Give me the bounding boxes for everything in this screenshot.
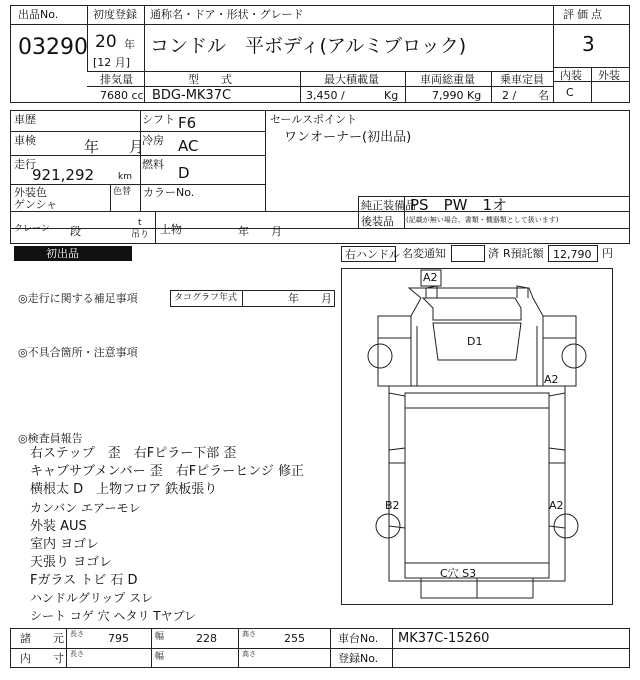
interior-width-label: 幅 — [155, 652, 165, 662]
mileage-label: 走行 — [14, 158, 36, 171]
diagram-code-c-s3: C穴 S3 — [440, 567, 477, 580]
inspector-line: ハンドルグリップ スレ — [30, 591, 154, 605]
capacity-label: 乗車定員 — [500, 73, 544, 86]
reg-year: 20 — [95, 32, 117, 52]
inspector-line: 外装 AUS — [30, 519, 87, 534]
recycle-done: 済 — [488, 247, 499, 260]
crane-ton: t — [138, 218, 142, 228]
inspection-label: 車検 — [14, 134, 36, 147]
displacement: 7680 cc — [100, 89, 144, 102]
chassis-value: MK37C-15260 — [398, 631, 490, 646]
model-code: BDG-MK37C — [152, 88, 232, 103]
crane-steps: 段 — [70, 225, 81, 238]
interior-length-label: 長さ — [70, 650, 84, 658]
interior-dims-label: 内 寸 — [20, 652, 64, 665]
tachograph-label: タコグラフ年式 — [174, 293, 238, 303]
inspector-line: 右ステップ 歪 右Fピラー下部 歪 — [30, 446, 237, 461]
diagram-code-a2-right: A2 — [544, 373, 559, 386]
sales-point-value: ワンオーナー(初出品) — [284, 130, 412, 145]
name-change-label: 名変通知 — [402, 247, 446, 260]
inspector-line: 室内 ヨゴレ — [30, 537, 100, 552]
capacity: 2 / — [502, 89, 517, 102]
steering-text: 右ハンドル — [345, 248, 400, 261]
lot-number: 03290 — [18, 35, 88, 60]
color-change-label: 色替 — [113, 187, 132, 197]
max-load: 3,450 / — [306, 89, 345, 102]
inspector-line: キャブサブメンバー 歪 右Fピラーヒンジ 修正 — [30, 464, 304, 479]
recycle-deposit-label: R預託額 — [503, 247, 544, 260]
color-code-label: カラーNo. — [143, 186, 195, 199]
tachograph-value: 年 月 — [288, 292, 332, 305]
mileage-value: 921,292 — [32, 166, 95, 184]
name-change-box — [451, 245, 485, 262]
diagram-code-a2-top: A2 — [423, 271, 438, 284]
ext-color-label: 外装色 — [14, 186, 47, 199]
fuel-value: D — [178, 164, 190, 182]
width-value: 228 — [196, 632, 217, 645]
recycle-deposit-value: 12,790 — [553, 248, 592, 261]
inspector-line: シート コゲ 穴 ヘタリ Tヤブレ — [30, 609, 197, 623]
dims-label: 諸 元 — [20, 632, 64, 645]
upper-value: 年 月 — [238, 225, 282, 238]
interior-height-label: 高さ — [242, 650, 256, 658]
width-label: 幅 — [155, 632, 165, 642]
chassis-label: 車台No. — [338, 632, 379, 645]
reg-month: [12 月] — [93, 56, 131, 69]
aftermarket-label: 後装品 — [361, 215, 394, 228]
lot-label: 出品No. — [18, 8, 59, 21]
diagram-code-b2: B2 — [385, 499, 400, 512]
first-listing-badge — [14, 246, 132, 261]
diagram-code-a2-rear: A2 — [549, 499, 564, 512]
height-value: 255 — [284, 632, 305, 645]
sales-point-label: セールスポイント — [270, 113, 358, 126]
truck-diagram — [341, 268, 613, 605]
height-label: 高さ — [242, 630, 256, 638]
interior-grade: C — [566, 86, 574, 99]
grade-label: 評価点 — [563, 8, 605, 21]
length-value: 795 — [108, 632, 129, 645]
steering-box — [341, 246, 400, 262]
inspector-line: カンバン エアーモレ — [30, 501, 141, 515]
crane-label: クレーン — [14, 224, 50, 234]
first-reg-label: 初度登録 — [93, 8, 137, 21]
ac-value: AC — [178, 137, 199, 155]
shift-label: シフト — [142, 113, 175, 126]
grade-value: 3 — [582, 32, 595, 56]
defects-title: ◎不具合箇所・注意事項 — [18, 346, 138, 359]
recycle-deposit-box — [548, 245, 598, 262]
registration-label: 登録No. — [338, 652, 379, 665]
displacement-label: 排気量 — [100, 73, 133, 86]
aftermarket-note: (記載が無い場合、書類・機器類として扱います) — [406, 216, 559, 224]
genuine-equipment-value: PS PW 1オ — [410, 196, 507, 214]
length-label: 長さ — [70, 630, 84, 638]
genuine-equipment-label: 純正装備品 — [361, 199, 416, 212]
driving-notes-title: ◎走行に関する補足事項 — [18, 292, 138, 305]
diagram-code-d1: D1 — [467, 335, 483, 348]
mileage-unit: km — [118, 172, 132, 182]
first-listing-badge-text: 初出品 — [46, 247, 79, 260]
history-label: 車歴 — [14, 113, 36, 126]
inspection-value: 年 月 — [84, 138, 145, 156]
inspector-report-title: ◎検査員報告 — [18, 432, 83, 445]
vehicle-name-label: 通称名・ドア・形状・グレード — [150, 8, 304, 21]
upper-label: 上物 — [160, 223, 182, 236]
vehicle-name: コンドル 平ボディ(アルミブロック) — [150, 35, 467, 57]
reg-year-unit: 年 — [124, 38, 135, 51]
fuel-label: 燃料 — [142, 158, 164, 171]
yen-unit: 円 — [602, 247, 613, 260]
capacity-unit: 名 — [538, 89, 549, 102]
interior-grade-label: 内装 — [560, 69, 582, 82]
ext-color-value: ゲンシャ — [14, 198, 58, 211]
inspector-line: 天張り ヨゴレ — [30, 555, 113, 570]
max-load-unit: Kg — [384, 89, 399, 102]
max-load-label: 最大積載量 — [324, 73, 379, 86]
ac-label: 冷房 — [142, 134, 164, 147]
gross-weight-label: 車両総重量 — [420, 73, 475, 86]
shift-value: F6 — [178, 114, 197, 132]
inspector-line: Fガラス トビ 石 D — [30, 573, 138, 588]
gross-weight: 7,990 Kg — [432, 89, 482, 102]
inspector-line: 横根太 D 上物フロア 鉄板張り — [30, 482, 218, 497]
exterior-grade-label: 外装 — [598, 69, 620, 82]
crane-hang: 吊り — [131, 230, 150, 240]
model-label: 型 式 — [188, 73, 232, 86]
